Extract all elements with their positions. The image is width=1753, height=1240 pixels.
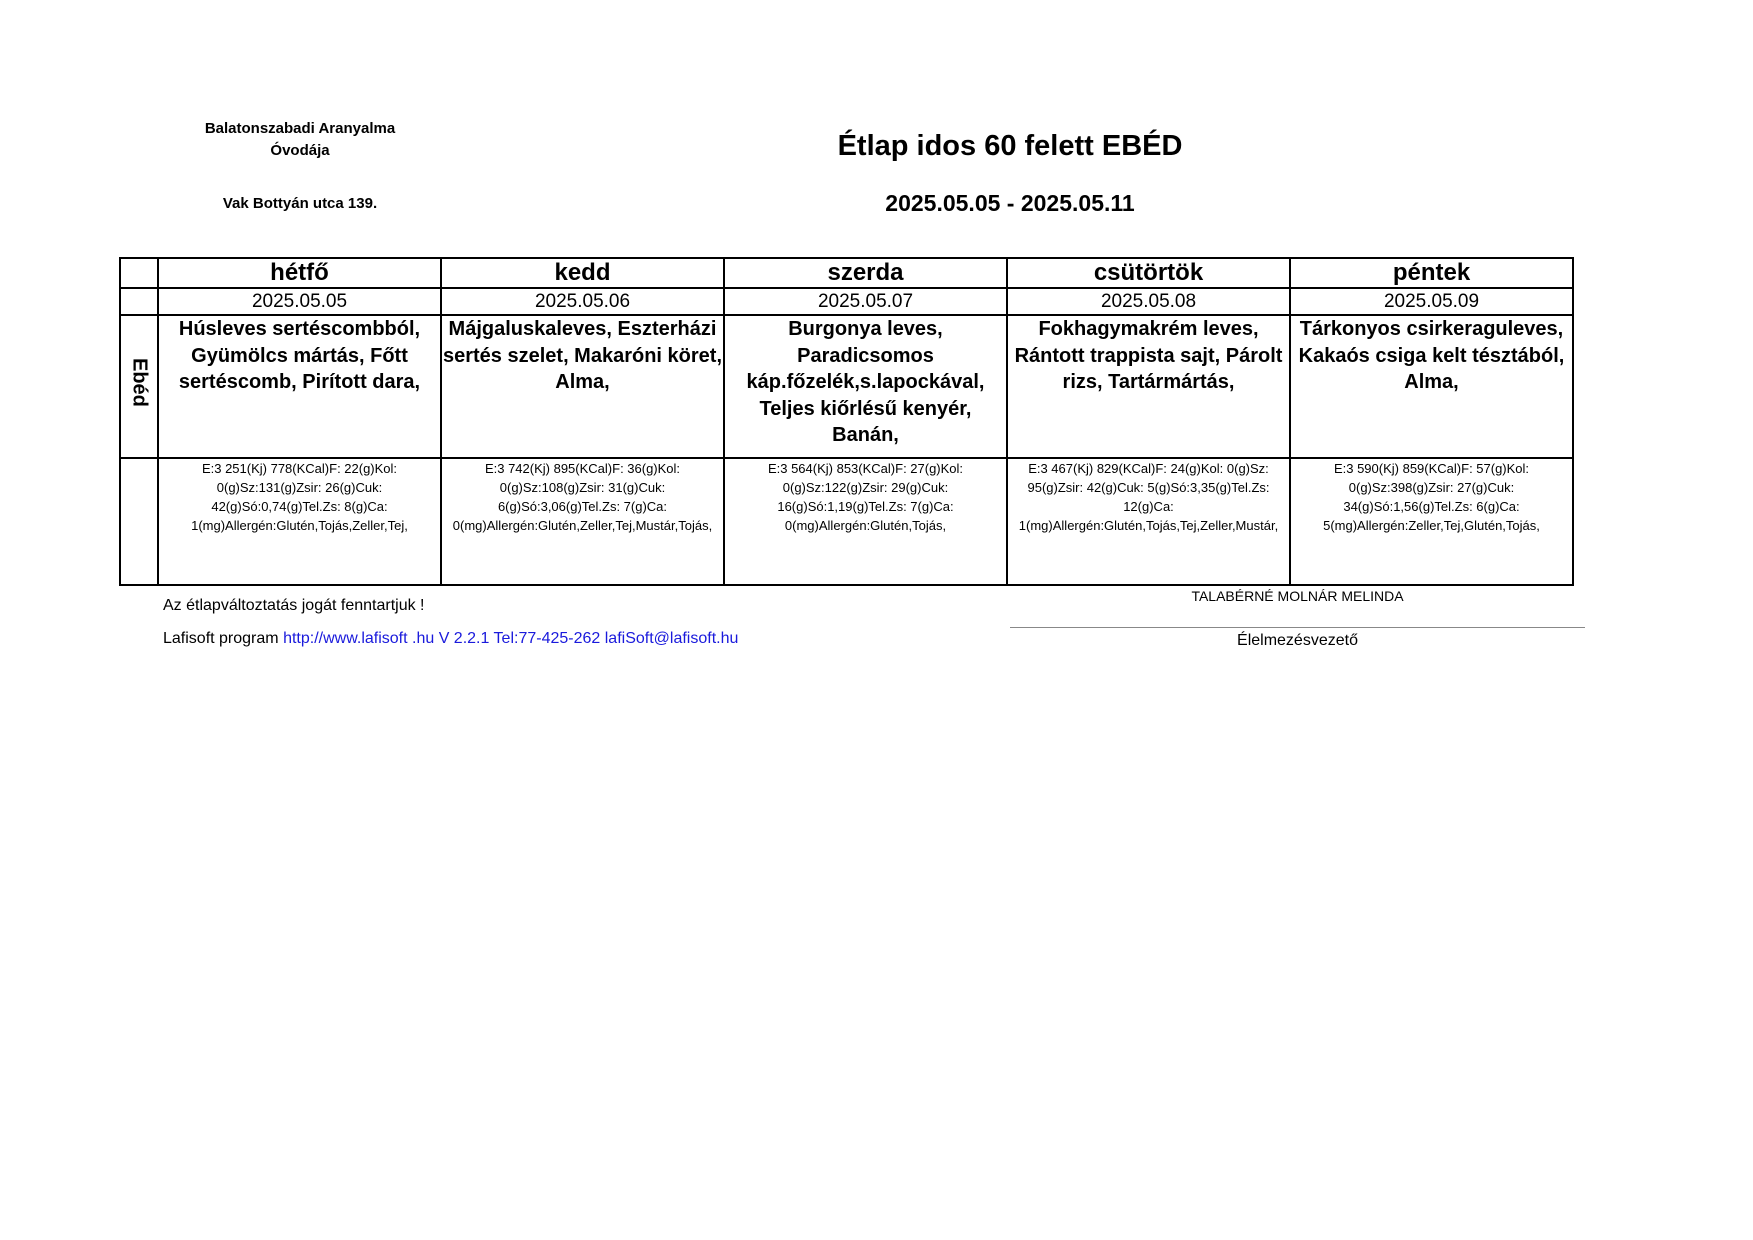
- institution-line-1: Balatonszabadi Aranyalma: [204, 120, 396, 137]
- change-notice: Az étlapváltoztatás jogát fenntartjuk !: [163, 597, 425, 614]
- day-name-row: [120, 258, 1573, 288]
- signer-role: Élelmezésvezető: [1237, 632, 1358, 649]
- page-title: Étlap idos 60 felett EBÉD: [837, 130, 1183, 162]
- nutrition-friday: E:3 590(Kj) 859(KCal)F: 57(g)Kol: 0(g)Sz:398(g)Zsir: 27(g)Cuk: 34(g)Só:1,56(g)Tel.Zs: 6(g)Ca: 5(mg)Allergén:Zeller,Tej,Glutén,Tojás,: [1290, 458, 1573, 585]
- day-name-monday: hétfő: [158, 258, 441, 288]
- day-name-friday: péntek: [1290, 258, 1573, 288]
- meal-row: [120, 315, 1573, 458]
- meal-friday: Tárkonyos csirkeraguleves, Kakaós csiga kelt tésztából, Alma,: [1290, 315, 1573, 458]
- nutrition-tuesday: E:3 742(Kj) 895(KCal)F: 36(g)Kol: 0(g)Sz:108(g)Zsir: 31(g)Cuk: 6(g)Só:3,06(g)Tel.Zs: 7(g)Ca: 0(mg)Allergén:Glutén,Zeller,Tej,Mustár,Tojás,: [441, 458, 724, 585]
- meal-label: Ebéd: [128, 358, 151, 407]
- corner-cell: [120, 258, 158, 288]
- signer-name: TALABÉRNÉ MOLNÁR MELINDA: [1191, 588, 1404, 604]
- program-credit: [163, 630, 738, 648]
- day-date-monday: 2025.05.05: [158, 288, 441, 315]
- institution-name: [150, 118, 450, 162]
- nutrition-thursday: E:3 467(Kj) 829(KCal)F: 24(g)Kol: 0(g)Sz: 95(g)Zsir: 42(g)Cuk: 5(g)Só:3,35(g)Tel.Zs: 12(g)Ca: 1(mg)Allergén:Glutén,Tojás,Tej,Zeller,Mustár,: [1007, 458, 1290, 585]
- nutrition-monday: E:3 251(Kj) 778(KCal)F: 22(g)Kol: 0(g)Sz:131(g)Zsir: 26(g)Cuk: 42(g)Só:0,74(g)Tel.Zs: 8(g)Ca: 1(mg)Allergén:Glutén,Tojás,Zeller,Tej,: [158, 458, 441, 585]
- day-date-tuesday: 2025.05.06: [441, 288, 724, 315]
- nutrition-wednesday: E:3 564(Kj) 853(KCal)F: 27(g)Kol: 0(g)Sz:122(g)Zsir: 29(g)Cuk: 16(g)Só:1,19(g)Tel.Zs: 7(g)Ca: 0(mg)Allergén:Glutén,Tojás,: [724, 458, 1007, 585]
- meal-monday: Húsleves sertéscombból, Gyümölcs mártás, Főtt sertéscomb, Pirított dara,: [158, 315, 441, 458]
- day-date-wednesday: 2025.05.07: [724, 288, 1007, 315]
- meal-tuesday: Májgaluskaleves, Eszterházi sertés szelet, Makaróni köret, Alma,: [441, 315, 724, 458]
- day-name-thursday: csütörtök: [1007, 258, 1290, 288]
- date-row-side-cell: [120, 288, 158, 315]
- day-date-friday: 2025.05.09: [1290, 288, 1573, 315]
- day-name-tuesday: kedd: [441, 258, 724, 288]
- nutrition-row-side-cell: [120, 458, 158, 585]
- day-date-thursday: 2025.05.08: [1007, 288, 1290, 315]
- institution-line-2: Óvodája: [270, 142, 330, 159]
- signature-line: [1010, 627, 1585, 628]
- program-link[interactable]: http://www.lafisoft .hu V 2.2.1 Tel:77-425-262 lafiSoft@lafisoft.hu: [283, 630, 739, 647]
- nutrition-row: [120, 458, 1573, 585]
- institution-address: Vak Bottyán utca 139.: [222, 195, 378, 212]
- menu-table: [119, 257, 1574, 586]
- menu-period: 2025.05.05 - 2025.05.11: [885, 190, 1135, 216]
- meal-label-cell: [120, 315, 158, 458]
- day-date-row: [120, 288, 1573, 315]
- program-label: Lafisoft program: [163, 630, 279, 647]
- day-name-wednesday: szerda: [724, 258, 1007, 288]
- meal-thursday: Fokhagymakrém leves, Rántott trappista sajt, Párolt rizs, Tartármártás,: [1007, 315, 1290, 458]
- meal-wednesday: Burgonya leves, Paradicsomos káp.főzelék,s.lapockával, Teljes kiőrlésű kenyér, Banán,: [724, 315, 1007, 458]
